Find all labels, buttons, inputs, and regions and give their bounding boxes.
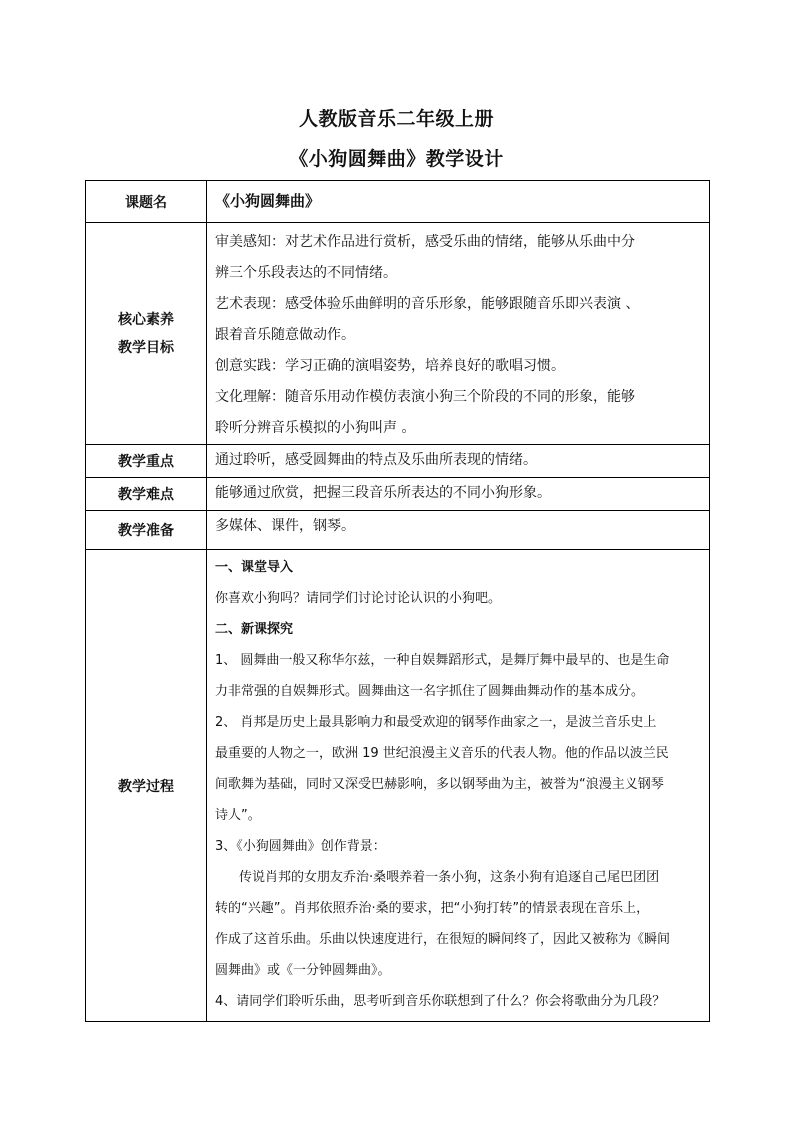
process-line: 间歌舞为基础，同时又深受巴赫影响，多以钢琴曲为主，被誉为“浪漫主义钢琴: [215, 777, 664, 792]
topic-cell: [207, 181, 710, 223]
goals-line: 创意实践：学习正确的演唱姿势，培养良好的歌唱习惯。: [215, 358, 565, 374]
process-line: 转的“兴趣”。肖邦依照乔治·桑的要求，把“小狗打转”的情景表现在音乐上，: [215, 901, 650, 916]
process-line: 传说肖邦的女朋友乔治·桑喂养着一条小狗，这条小狗有追逐自己尾巴团团: [239, 870, 660, 885]
difficulties-value: 能够通过欣赏，把握三段音乐所表达的不同小狗形象。: [215, 485, 551, 501]
goals-line: 跟着音乐随意做动作。: [215, 327, 355, 343]
table-row-preparation: [86, 511, 710, 550]
table-row-topic: [86, 181, 710, 223]
document-subtitle: 《小狗圆舞曲》教学设计: [289, 148, 504, 170]
process-heading-explore: 二、新课探究: [215, 622, 294, 637]
table-row-process: [86, 550, 710, 1022]
key-points-cell: [207, 445, 710, 478]
goals-label: [86, 223, 207, 445]
preparation-label: 教学准备: [86, 511, 207, 550]
key-points-label: 教学重点: [86, 445, 207, 478]
topic-label: 课题名: [86, 181, 207, 223]
goals-line: 聆听分辨音乐模拟的小狗叫声 。: [215, 420, 416, 436]
goals-label-line2: 教学目标: [118, 339, 174, 356]
process-label: 教学过程: [86, 550, 207, 1022]
process-line: 最重要的人物之一，欧洲 19 世纪浪漫主义音乐的代表人物。他的作品以波兰民: [215, 746, 669, 761]
topic-value: 《小狗圆舞曲》: [215, 192, 321, 210]
goals-line: 文化理解：随音乐用动作模仿表演小狗三个阶段的不同的形象，能够: [215, 389, 635, 405]
process-line: 作成了这首乐曲。乐曲以快速度进行，在很短的瞬间终了，因此又被称为《瞬间: [215, 932, 671, 947]
preparation-cell: [207, 511, 710, 550]
process-line: 2、 肖邦是历史上最具影响力和最受欢迎的钢琴作曲家之一，是波兰音乐史上: [215, 715, 657, 730]
process-line: 诗人”。: [215, 808, 261, 823]
document-title: 人教版音乐二年级上册: [298, 108, 494, 130]
table-row-difficulties: [86, 478, 710, 511]
table-row-goals: [86, 223, 710, 445]
difficulties-cell: [207, 478, 710, 511]
table-row-key-points: [86, 445, 710, 478]
process-cell: [207, 550, 710, 1022]
process-line: 圆舞曲》或《一分钟圆舞曲》。: [215, 963, 391, 978]
goals-line: 辨三个乐段表达的不同情绪。: [215, 265, 397, 281]
goals-line: 艺术表现：感受体验乐曲鲜明的音乐形象，能够跟随音乐即兴表演 、: [215, 296, 640, 312]
goals-line: 审美感知：对艺术作品进行赏析，感受乐曲的情绪，能够从乐曲中分: [215, 234, 635, 250]
preparation-value: 多媒体、课件，钢琴。: [215, 518, 355, 534]
process-line: 1、 圆舞曲一般又称华尔兹，一种自娱舞蹈形式，是舞厅舞中最早的、也是生命: [215, 653, 670, 668]
process-line: 力非常强的自娱舞形式。圆舞曲这一名字抓住了圆舞曲舞动作的基本成分。: [215, 684, 645, 699]
difficulties-label: 教学难点: [86, 478, 207, 511]
lesson-plan-table: [85, 180, 710, 1022]
process-line: 4、请同学们聆听乐曲，思考听到音乐你联想到了什么？你会将歌曲分为几段？: [215, 994, 666, 1009]
process-line: 你喜欢小狗吗？请同学们讨论讨论认识的小狗吧。: [215, 591, 502, 606]
goals-cell: [207, 223, 710, 445]
goals-label-line1: 核心素养: [118, 311, 174, 328]
process-heading-intro: 一、课堂导入: [215, 560, 294, 575]
process-line: 3、《小狗圆舞曲》创作背景：: [215, 839, 386, 854]
key-points-value: 通过聆听，感受圆舞曲的特点及乐曲所表现的情绪。: [215, 452, 537, 468]
